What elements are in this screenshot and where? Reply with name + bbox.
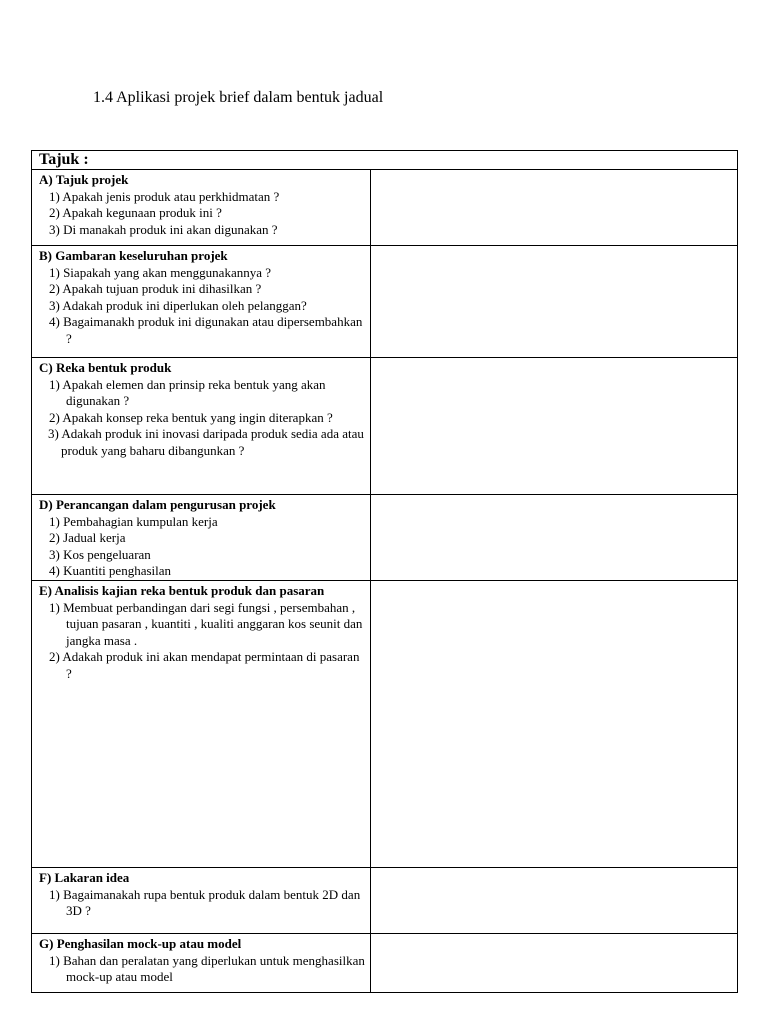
section-g-question-cell xyxy=(32,934,371,993)
section-f-item-1: 1) Bagaimanakah rupa bentuk produk dalam bentuk 2D dan 3D ? xyxy=(49,886,361,919)
section-a-item-1: 1) Apakah jenis produk atau perkhidmatan ? xyxy=(49,188,280,204)
section-a-question-cell xyxy=(32,170,371,246)
section-c-item-2: 2) Apakah konsep reka bentuk yang ingin diterapkan ? xyxy=(49,409,333,425)
page-heading: 1.4 Aplikasi projek brief dalam bentuk jadual xyxy=(93,89,384,106)
section-f-title: F) Lakaran idea xyxy=(39,870,130,885)
section-a-answer-cell[interactable] xyxy=(371,170,738,246)
section-f-question-cell xyxy=(32,868,371,934)
section-row-c xyxy=(32,358,738,495)
section-f-answer-cell[interactable] xyxy=(371,868,738,934)
section-b-title: B) Gambaran keseluruhan projek xyxy=(39,248,228,263)
section-a-title: A) Tajuk projek xyxy=(39,172,129,187)
section-c-title: C) Reka bentuk produk xyxy=(39,360,172,375)
section-c-answer-cell[interactable] xyxy=(371,358,738,495)
section-b-question-cell xyxy=(32,246,371,358)
section-d-item-1: 1) Pembahagian kumpulan kerja xyxy=(49,513,218,529)
table-title-row xyxy=(32,151,738,170)
section-row-b xyxy=(32,246,738,358)
section-e-item-2: 2) Adakah produk ini akan mendapat permintaan di pasaran ? xyxy=(49,649,360,681)
section-row-f xyxy=(32,868,738,934)
section-d-item-2: 2) Jadual kerja xyxy=(49,530,126,546)
section-g-item-1: 1) Bahan dan peralatan yang diperlukan untuk menghasilkan mock-up atau model xyxy=(49,952,365,985)
section-b-item-3: 3) Adakah produk ini diperlukan oleh pelanggan? xyxy=(49,297,307,313)
section-d-question-cell xyxy=(32,495,371,581)
section-e-item-1: 1) Membuat perbandingan dari segi fungsi , persembahan , tujuan pasaran , kuantiti , kualiti anggaran kos seunit dan jangka masa . xyxy=(49,599,363,648)
section-b-answer-cell[interactable] xyxy=(371,246,738,358)
section-g-title: G) Penghasilan mock-up atau model xyxy=(39,936,242,951)
section-row-a xyxy=(32,170,738,246)
section-c-item-3: 3) Adakah produk ini inovasi daripada produk sedia ada atau produk yang baharu dibangunkan ? xyxy=(48,426,364,458)
section-a-item-3: 3) Di manakah produk ini akan digunakan ? xyxy=(49,221,278,237)
section-e-title: E) Analisis kajian reka bentuk produk dan pasaran xyxy=(39,583,325,598)
table-title-cell xyxy=(32,151,738,170)
section-d-title: D) Perancangan dalam pengurusan projek xyxy=(39,497,276,512)
section-e-question-cell xyxy=(32,581,371,868)
table-title: Tajuk : xyxy=(39,151,89,168)
section-c-question-cell xyxy=(32,358,371,495)
section-d-answer-cell[interactable] xyxy=(371,495,738,581)
section-c-item-1: 1) Apakah elemen dan prinsip reka bentuk yang akan digunakan ? xyxy=(49,376,326,409)
section-b-item-4: 4) Bagaimanakh produk ini digunakan atau dipersembahkan ? xyxy=(49,314,363,346)
section-a-item-2: 2) Apakah kegunaan produk ini ? xyxy=(49,205,222,221)
section-d-item-3: 3) Kos pengeluaran xyxy=(49,546,151,562)
section-row-d xyxy=(32,495,738,581)
section-row-g xyxy=(32,934,738,993)
section-g-answer-cell[interactable] xyxy=(371,934,738,993)
section-b-item-1: 1) Siapakah yang akan menggunakannya ? xyxy=(49,264,272,280)
section-d-item-4: 4) Kuantiti penghasilan xyxy=(49,563,172,579)
section-e-answer-cell[interactable] xyxy=(371,581,738,868)
project-brief-table xyxy=(31,150,738,993)
section-b-item-2: 2) Apakah tujuan produk ini dihasilkan ? xyxy=(49,281,262,297)
section-row-e xyxy=(32,581,738,868)
